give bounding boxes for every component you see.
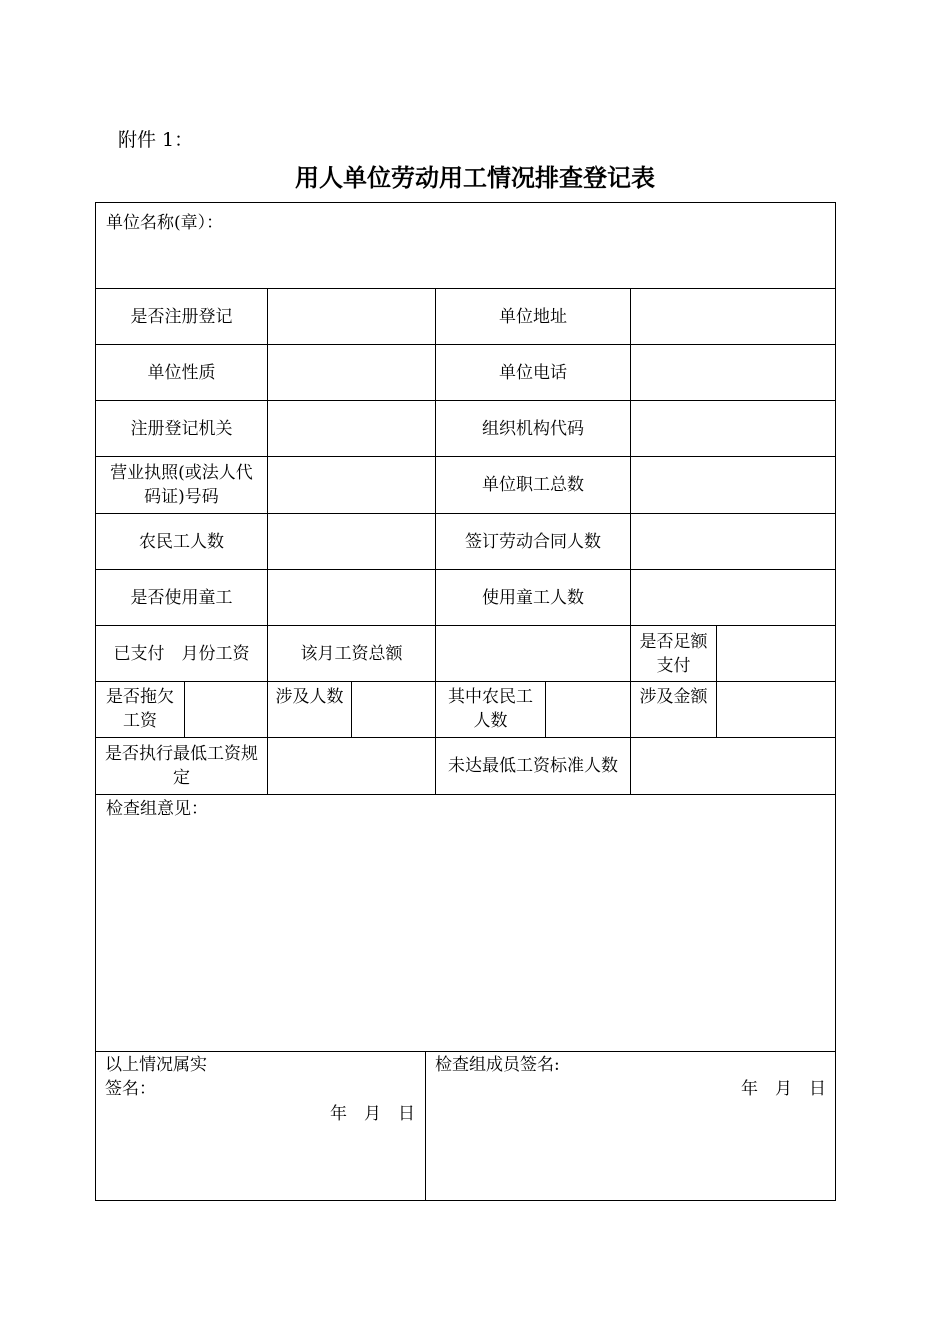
phone-value[interactable] xyxy=(630,344,836,401)
contract-count-value[interactable] xyxy=(630,513,836,570)
form-title: 用人单位劳动用工情况排查登记表 xyxy=(295,163,655,192)
unit-name-field[interactable] xyxy=(95,202,836,289)
involved-amount-label: 涉及金额 xyxy=(639,687,708,707)
migrant-count-label: 农民工人数 xyxy=(139,531,224,552)
contract-count-label: 签订劳动合同人数 xyxy=(465,531,601,552)
license-label-cell xyxy=(95,456,268,514)
nature-label: 单位性质 xyxy=(147,362,216,383)
date-right: 年 月 日 xyxy=(741,1079,826,1099)
month-total-value[interactable] xyxy=(435,625,631,682)
child-labor-label-cell xyxy=(95,569,268,626)
sign-label: 签名： xyxy=(105,1079,156,1099)
registered-label: 是否注册登记 xyxy=(130,306,233,327)
month-total-label-cell xyxy=(267,625,436,682)
org-code-label-cell xyxy=(435,400,631,457)
nature-value[interactable] xyxy=(267,344,436,401)
month-total-label: 该月工资总额 xyxy=(300,643,403,664)
min-wage-value[interactable] xyxy=(267,737,436,795)
involved-amount-value[interactable] xyxy=(716,681,836,738)
child-labor-value[interactable] xyxy=(267,569,436,626)
paid-month-label-cell xyxy=(95,625,268,682)
confirm-signature-box[interactable] xyxy=(95,1051,426,1201)
arrears-label: 是否拖欠工资 xyxy=(106,687,174,731)
confirm-label: 以上情况属实 xyxy=(105,1055,207,1075)
arrears-value[interactable] xyxy=(184,681,268,738)
paid-month-label: 已支付 月份工资 xyxy=(113,643,250,664)
opinion-field[interactable] xyxy=(95,794,836,1052)
total-staff-value[interactable] xyxy=(630,456,836,514)
migrant-among-label-cell xyxy=(435,681,546,738)
address-value[interactable] xyxy=(630,288,836,345)
org-code-value[interactable] xyxy=(630,400,836,457)
reg-authority-label-cell xyxy=(95,400,268,457)
min-wage-label-cell xyxy=(95,737,268,795)
arrears-label-cell xyxy=(95,681,185,738)
members-label: 检查组成员签名: xyxy=(435,1055,560,1075)
involved-people-value[interactable] xyxy=(351,681,436,738)
nature-label-cell xyxy=(95,344,268,401)
below-min-label: 未达最低工资标准人数 xyxy=(448,756,618,776)
members-signature-box[interactable] xyxy=(425,1051,836,1201)
registered-label-cell xyxy=(95,288,268,345)
child-labor-count-label: 使用童工人数 xyxy=(482,587,584,608)
reg-authority-label: 注册登记机关 xyxy=(130,418,233,439)
below-min-value[interactable] xyxy=(630,737,836,795)
involved-people-label: 涉及人数 xyxy=(275,687,344,707)
below-min-label-cell xyxy=(435,737,631,795)
total-staff-label: 单位职工总数 xyxy=(482,475,584,495)
registered-value[interactable] xyxy=(267,288,436,345)
phone-label-cell xyxy=(435,344,631,401)
license-value[interactable] xyxy=(267,456,436,514)
address-label: 单位地址 xyxy=(499,306,567,327)
migrant-among-value[interactable] xyxy=(545,681,631,738)
license-label: 营业执照(或法人代码证)号码 xyxy=(110,463,253,507)
child-labor-count-value[interactable] xyxy=(630,569,836,626)
address-label-cell xyxy=(435,288,631,345)
attachment-label: 附件 1： xyxy=(118,129,194,151)
involved-amount-label-cell xyxy=(630,681,717,738)
date-left: 年 月 日 xyxy=(330,1104,415,1124)
min-wage-label: 是否执行最低工资规定 xyxy=(105,744,258,788)
migrant-among-label: 其中农民工人数 xyxy=(448,687,533,731)
full-pay-value[interactable] xyxy=(716,625,836,682)
org-code-label: 组织机构代码 xyxy=(482,418,584,439)
unit-name-label: 单位名称(章）： xyxy=(106,213,224,233)
migrant-count-value[interactable] xyxy=(267,513,436,570)
opinion-label: 检查组意见： xyxy=(106,799,208,819)
full-pay-label: 是否足额支付 xyxy=(639,631,708,676)
full-pay-label-cell xyxy=(630,625,717,682)
migrant-count-label-cell xyxy=(95,513,268,570)
reg-authority-value[interactable] xyxy=(267,400,436,457)
involved-people-label-cell xyxy=(267,681,352,738)
phone-label: 单位电话 xyxy=(499,362,567,383)
total-staff-label-cell xyxy=(435,456,631,514)
child-labor-label: 是否使用童工 xyxy=(130,587,233,608)
contract-count-label-cell xyxy=(435,513,631,570)
child-labor-count-label-cell xyxy=(435,569,631,626)
